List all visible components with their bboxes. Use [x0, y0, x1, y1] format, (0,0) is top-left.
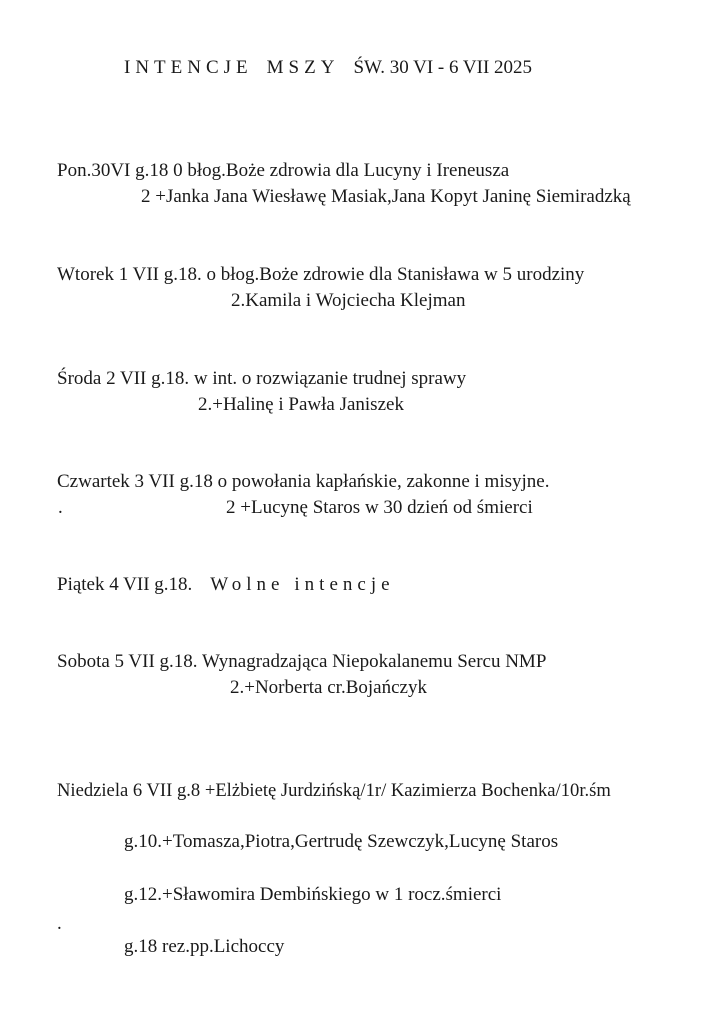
thursday-intention-second: 2 +Lucynę Staros w 30 dzień od śmierci: [226, 497, 533, 518]
sunday-dot: .: [57, 913, 62, 934]
wednesday-intention-first: Środa 2 VII g.18. w int. o rozwiązanie trudnej sprawy: [57, 368, 467, 389]
friday-free-word-2: intencje: [294, 574, 395, 595]
title-word-mszy: MSZY: [266, 57, 340, 78]
title-date-range: ŚW. 30 VI - 6 VII 2025: [353, 57, 533, 78]
friday-intention: [57, 573, 395, 597]
sunday-intention-first: Niedziela 6 VII g.8 +Elżbietę Jurdzińską/1r/ Kazimierza Bochenka/10r.śm: [57, 780, 611, 801]
thursday-dot: .: [58, 497, 63, 518]
monday-intention-first: Pon.30VI g.18 0 błog.Boże zdrowia dla Lucyny i Ireneusza: [57, 160, 510, 181]
friday-day-label: Piątek 4 VII g.18.: [57, 574, 193, 595]
tuesday-intention-second: 2.Kamila i Wojciecha Klejman: [231, 290, 466, 311]
page-title: [124, 56, 532, 80]
title-word-intencje: INTENCJE: [124, 57, 253, 78]
sunday-mass-18: g.18 rez.pp.Lichoccy: [124, 936, 285, 957]
thursday-intention-first: Czwartek 3 VII g.18 o powołania kapłańskie, zakonne i misyjne.: [57, 471, 550, 492]
wednesday-intention-second: 2.+Halinę i Pawła Janiszek: [198, 394, 404, 415]
sunday-mass-10: g.10.+Tomasza,Piotra,Gertrudę Szewczyk,Lucynę Staros: [124, 831, 559, 852]
friday-free-word-1: Wolne: [210, 574, 285, 595]
monday-intention-second: 2 +Janka Jana Wiesławę Masiak,Jana Kopyt Janinę Siemiradzką: [141, 186, 631, 207]
saturday-intention-first: Sobota 5 VII g.18. Wynagradzająca Niepokalanemu Sercu NMP: [57, 651, 547, 672]
saturday-intention-second: 2.+Norberta cr.Bojańczyk: [230, 677, 427, 698]
tuesday-intention-first: Wtorek 1 VII g.18. o błog.Boże zdrowie dla Stanisława w 5 urodziny: [57, 264, 585, 285]
sunday-mass-12: g.12.+Sławomira Dembińskiego w 1 rocz.śmierci: [124, 884, 502, 905]
